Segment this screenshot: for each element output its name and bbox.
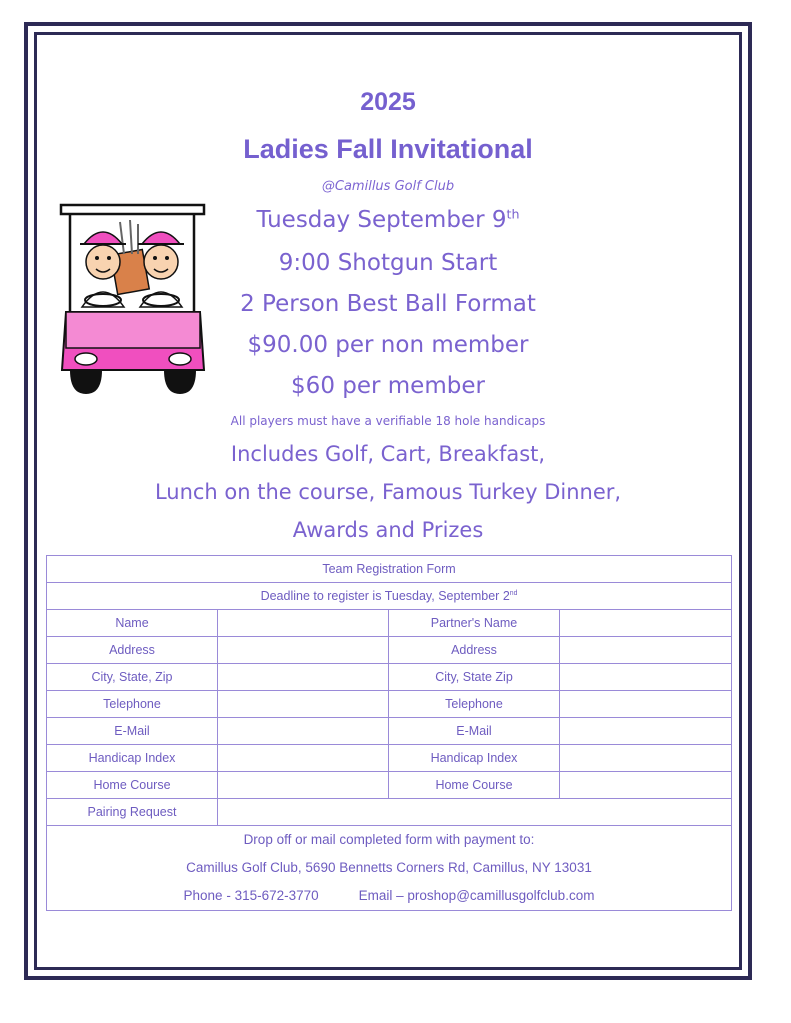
city-field[interactable] bbox=[218, 664, 389, 691]
event-venue: @Camillus Golf Club bbox=[321, 179, 455, 194]
footer-address: Camillus Golf Club, 5690 Bennetts Corners Rd, Camillus, NY 13031 bbox=[186, 860, 592, 875]
golf-cart-ladies-icon bbox=[58, 202, 208, 400]
name-field[interactable] bbox=[218, 610, 389, 637]
price-nonmember: $90.00 per non member bbox=[247, 332, 529, 358]
field-label-pairing: Pairing Request bbox=[47, 799, 218, 826]
event-year: 2025 bbox=[360, 88, 416, 116]
includes-line-2: Lunch on the course, Famous Turkey Dinner, bbox=[154, 480, 622, 504]
field-label-name: Name bbox=[47, 610, 218, 637]
footer-contact bbox=[47, 882, 731, 910]
field-label-handicap: Handicap Index bbox=[47, 745, 218, 772]
field-label-partner-home-course: Home Course bbox=[389, 772, 560, 799]
table-row bbox=[47, 637, 732, 664]
registration-form-table bbox=[46, 555, 732, 911]
handicap-field[interactable] bbox=[218, 745, 389, 772]
includes-line-1: Includes Golf, Cart, Breakfast, bbox=[230, 442, 546, 466]
form-footer bbox=[47, 826, 732, 911]
form-title: Team Registration Form bbox=[47, 556, 732, 583]
partner-home-course-field[interactable] bbox=[560, 772, 732, 799]
play-format: 2 Person Best Ball Format bbox=[240, 291, 536, 317]
form-deadline-suffix: nd bbox=[509, 589, 518, 597]
form-deadline-text: Deadline to register is Tuesday, September 2 bbox=[260, 589, 510, 603]
partner-city-field[interactable] bbox=[560, 664, 732, 691]
field-label-home-course: Home Course bbox=[47, 772, 218, 799]
email-field[interactable] bbox=[218, 718, 389, 745]
field-label-partner-city: City, State Zip bbox=[389, 664, 560, 691]
includes-line-3: Awards and Prizes bbox=[292, 518, 484, 542]
field-label-address: Address bbox=[47, 637, 218, 664]
field-label-partner-address: Address bbox=[389, 637, 560, 664]
field-label-city: City, State, Zip bbox=[47, 664, 218, 691]
home-course-field[interactable] bbox=[218, 772, 389, 799]
table-row bbox=[47, 745, 732, 772]
address-field[interactable] bbox=[218, 637, 389, 664]
table-row bbox=[47, 718, 732, 745]
handicap-note: All players must have a verifiable 18 hole handicaps bbox=[230, 414, 546, 428]
field-label-partner-handicap: Handicap Index bbox=[389, 745, 560, 772]
event-date-text: Tuesday September 9 bbox=[256, 207, 507, 233]
pairing-request-field[interactable] bbox=[218, 799, 732, 826]
start-time: 9:00 Shotgun Start bbox=[278, 250, 498, 276]
field-label-partner-telephone: Telephone bbox=[389, 691, 560, 718]
partner-email-field[interactable] bbox=[560, 718, 732, 745]
footer-instruction: Drop off or mail completed form with payment to: bbox=[243, 832, 535, 847]
telephone-field[interactable] bbox=[218, 691, 389, 718]
field-label-partner-name: Partner's Name bbox=[389, 610, 560, 637]
footer-phone: Phone - 315-672-3770 bbox=[183, 888, 319, 903]
partner-telephone-field[interactable] bbox=[560, 691, 732, 718]
table-row bbox=[47, 610, 732, 637]
partner-address-field[interactable] bbox=[560, 637, 732, 664]
field-label-partner-email: E-Mail bbox=[389, 718, 560, 745]
price-member: $60 per member bbox=[291, 373, 485, 399]
table-row bbox=[47, 772, 732, 799]
table-row bbox=[47, 799, 732, 826]
field-label-telephone: Telephone bbox=[47, 691, 218, 718]
field-label-email: E-Mail bbox=[47, 718, 218, 745]
event-title: Ladies Fall Invitational bbox=[243, 134, 533, 164]
form-deadline bbox=[47, 583, 732, 610]
footer-email: Email – proshop@camillusgolfclub.com bbox=[358, 888, 595, 903]
partner-handicap-field[interactable] bbox=[560, 745, 732, 772]
partner-name-field[interactable] bbox=[560, 610, 732, 637]
event-date-suffix: th bbox=[506, 206, 520, 222]
table-row bbox=[47, 664, 732, 691]
table-row bbox=[47, 691, 732, 718]
